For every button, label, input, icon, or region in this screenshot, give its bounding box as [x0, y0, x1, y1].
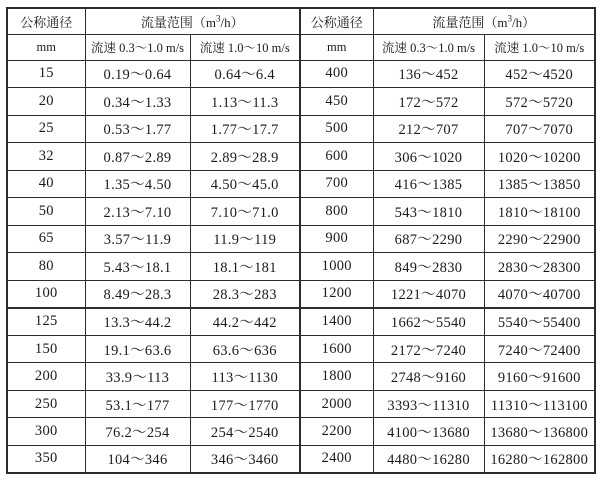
flow-range-cell: 572～5720 [484, 88, 595, 116]
table-row [7, 170, 595, 198]
table-row [7, 143, 595, 171]
flow-range-cell: 177～1770 [190, 390, 300, 418]
flow-range-header-left [85, 8, 300, 34]
flow-range-cell: 0.34～1.33 [85, 88, 190, 116]
dn-cell: 25 [7, 115, 85, 143]
flow-range-cell: 1.35～4.50 [85, 170, 190, 198]
dn-unit-right: mm [300, 34, 373, 60]
dn-header-left: 公称通径 [7, 8, 85, 34]
flow-range-cell: 13680～136800 [484, 418, 595, 446]
dn-cell: 1200 [300, 280, 373, 308]
dn-cell: 1400 [300, 308, 373, 336]
flow-range-cell: 2.13～7.10 [85, 198, 190, 226]
dn-cell: 50 [7, 198, 85, 226]
flow-range-cell: 2290～22900 [484, 225, 595, 253]
flow-range-cell: 5540～55400 [484, 308, 595, 336]
dn-cell: 800 [300, 198, 373, 226]
dn-cell: 700 [300, 170, 373, 198]
flow-range-cell: 44.2～442 [190, 308, 300, 336]
table-row [7, 308, 595, 336]
flow-range-cell: 1020～10200 [484, 143, 595, 171]
flow-range-cell: 2.89～28.9 [190, 143, 300, 171]
header-row-main [7, 8, 595, 34]
dn-cell: 15 [7, 60, 85, 88]
dn-cell: 125 [7, 308, 85, 336]
dn-cell: 20 [7, 88, 85, 116]
flow-range-cell: 452～4520 [484, 60, 595, 88]
dn-header-right: 公称通径 [300, 8, 373, 34]
flow-range-cell: 8.49～28.3 [85, 280, 190, 308]
flow-range-cell: 0.19～0.64 [85, 60, 190, 88]
flow-range-label-suffix: /h） [512, 14, 536, 30]
flow-range-cell: 1662～5540 [373, 308, 484, 336]
dn-cell: 600 [300, 143, 373, 171]
flow-range-cell: 76.2～254 [85, 418, 190, 446]
flow-range-cell: 4070～40700 [484, 280, 595, 308]
dn-cell: 40 [7, 170, 85, 198]
table-row [7, 390, 595, 418]
flow-range-cell: 7.10～71.0 [190, 198, 300, 226]
dn-cell: 100 [7, 280, 85, 308]
flow-range-cell: 1.77～17.7 [190, 115, 300, 143]
flow-range-cell: 2830～28300 [484, 253, 595, 281]
flow-range-cell: 1385～13850 [484, 170, 595, 198]
flow-range-cell: 1.13～11.3 [190, 88, 300, 116]
flow-range-cell: 5.43～18.1 [85, 253, 190, 281]
dn-cell: 1600 [300, 335, 373, 363]
dn-cell: 400 [300, 60, 373, 88]
dn-cell: 2200 [300, 418, 373, 446]
table-row [7, 445, 595, 473]
dn-cell: 300 [7, 418, 85, 446]
dn-unit-left: mm [7, 34, 85, 60]
flow-range-cell: 4480～16280 [373, 445, 484, 473]
flow-range-cell: 0.64～6.4 [190, 60, 300, 88]
dn-cell: 250 [7, 390, 85, 418]
table-row [7, 60, 595, 88]
flow-range-cell: 0.53～1.77 [85, 115, 190, 143]
flow-range-cell: 172～572 [373, 88, 484, 116]
flow-range-cell: 9160～91600 [484, 363, 595, 391]
flow-range-cell: 11.9～119 [190, 225, 300, 253]
dn-cell: 900 [300, 225, 373, 253]
flow-range-cell: 0.87～2.89 [85, 143, 190, 171]
dn-cell: 500 [300, 115, 373, 143]
dn-cell: 450 [300, 88, 373, 116]
flow-range-cell: 16280～162800 [484, 445, 595, 473]
flow-range-cell: 416～1385 [373, 170, 484, 198]
dn-cell: 2000 [300, 390, 373, 418]
flow-range-label-suffix: /h） [220, 14, 244, 30]
flow-range-cell: 543～1810 [373, 198, 484, 226]
table-row [7, 335, 595, 363]
flow-range-cell: 346～3460 [190, 445, 300, 473]
flow-range-cell: 306～1020 [373, 143, 484, 171]
table-row [7, 198, 595, 226]
dn-cell: 150 [7, 335, 85, 363]
table-row [7, 225, 595, 253]
table-row [7, 363, 595, 391]
flow-range-cell: 63.6～636 [190, 335, 300, 363]
flow-range-cell: 3393～11310 [373, 390, 484, 418]
flow-range-label-prefix: 流量范围（m [140, 14, 216, 30]
flow-range-cell: 7240～72400 [484, 335, 595, 363]
table-row [7, 418, 595, 446]
table-row [7, 115, 595, 143]
table-header [7, 8, 595, 60]
flow-range-label-prefix: 流量范围（m [432, 14, 508, 30]
flow-range-cell: 687～2290 [373, 225, 484, 253]
flow-range-cell: 2748～9160 [373, 363, 484, 391]
flow-range-cell: 19.1～63.6 [85, 335, 190, 363]
flow-range-cell: 33.9～113 [85, 363, 190, 391]
table-row [7, 253, 595, 281]
dn-cell: 65 [7, 225, 85, 253]
dn-cell: 1800 [300, 363, 373, 391]
flow-range-cell: 3.57～11.9 [85, 225, 190, 253]
flow-range-cell: 849～2830 [373, 253, 484, 281]
dn-cell: 200 [7, 363, 85, 391]
flow-range-cell: 104～346 [85, 445, 190, 473]
flow-range-cell: 4.50～45.0 [190, 170, 300, 198]
flow-range-cell: 18.1～181 [190, 253, 300, 281]
flow-range-cell: 113～1130 [190, 363, 300, 391]
flow-range-cell: 1810～18100 [484, 198, 595, 226]
table-row [7, 88, 595, 116]
dn-cell: 350 [7, 445, 85, 473]
flow-range-cell: 28.3～283 [190, 280, 300, 308]
speed-high-header-left: 流速 1.0～10 m/s [190, 34, 300, 60]
flow-range-table [6, 7, 596, 474]
flow-range-cell: 1221～4070 [373, 280, 484, 308]
flow-range-cell: 11310～113100 [484, 390, 595, 418]
table-row [7, 280, 595, 308]
flow-range-header-right [373, 8, 595, 34]
flow-range-label-sup: 3 [216, 13, 221, 24]
flow-range-cell: 707～7070 [484, 115, 595, 143]
flow-range-cell: 2172～7240 [373, 335, 484, 363]
flow-range-cell: 212～707 [373, 115, 484, 143]
flow-range-label-sup: 3 [507, 13, 512, 24]
table-body [7, 60, 595, 473]
speed-low-header-right: 流速 0.3～1.0 m/s [373, 34, 484, 60]
dn-cell: 80 [7, 253, 85, 281]
dn-cell: 1000 [300, 253, 373, 281]
flow-range-cell: 13.3～44.2 [85, 308, 190, 336]
flow-range-cell: 53.1～177 [85, 390, 190, 418]
speed-low-header-left: 流速 0.3～1.0 m/s [85, 34, 190, 60]
flow-range-cell: 4100～13680 [373, 418, 484, 446]
flow-range-cell: 136～452 [373, 60, 484, 88]
dn-cell: 32 [7, 143, 85, 171]
header-row-sub [7, 34, 595, 60]
speed-high-header-right: 流速 1.0～10 m/s [484, 34, 595, 60]
dn-cell: 2400 [300, 445, 373, 473]
flow-range-cell: 254～2540 [190, 418, 300, 446]
